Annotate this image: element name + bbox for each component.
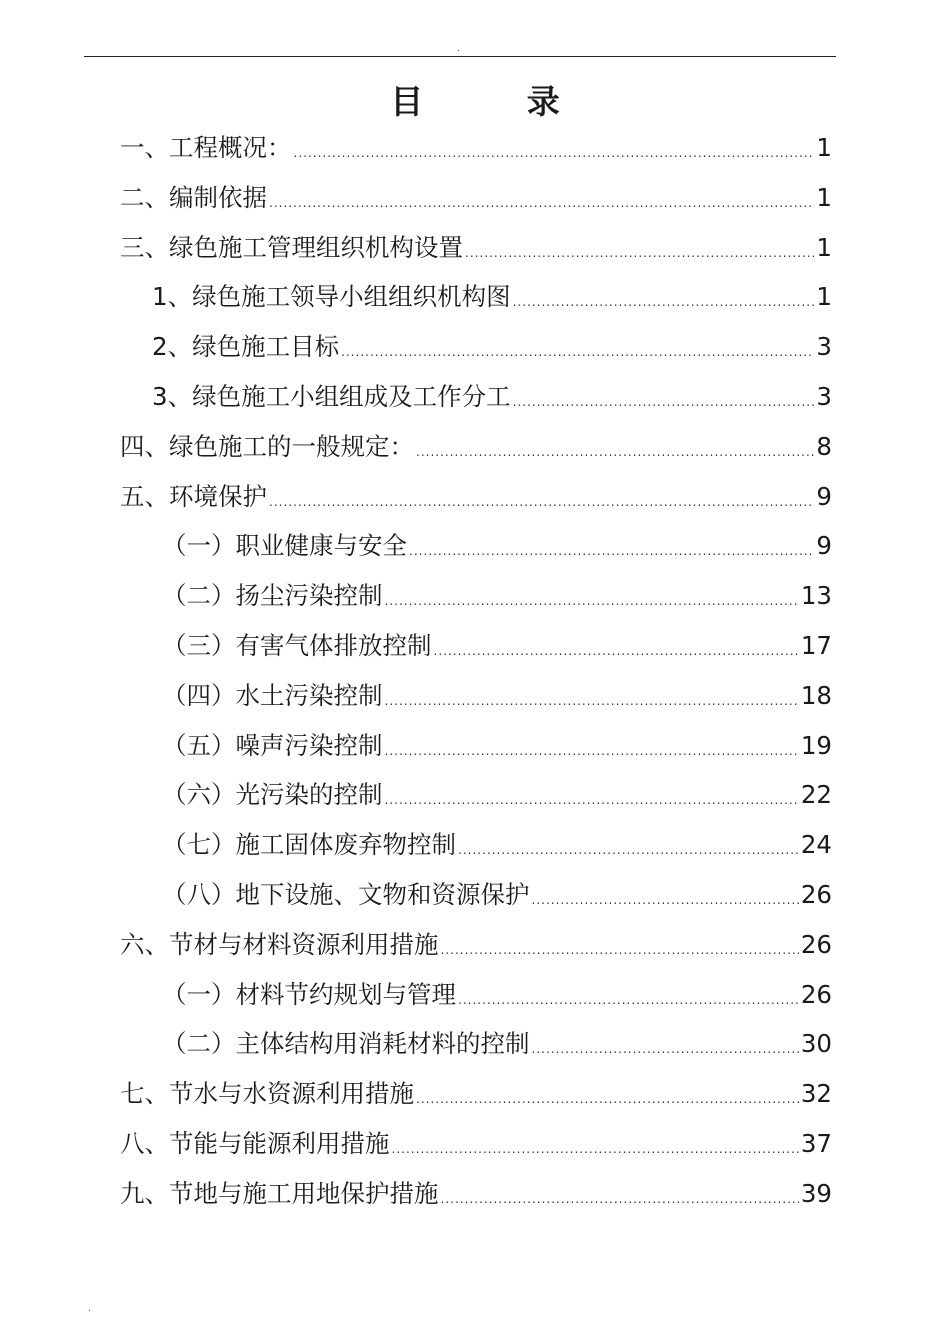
toc-entry-page-number: 1 bbox=[816, 232, 832, 262]
toc-entry[interactable] bbox=[162, 528, 832, 564]
toc-entry-page-number: 3 bbox=[816, 382, 832, 411]
toc-entry[interactable] bbox=[162, 628, 832, 664]
toc-entry-label: 八、节能与能源利用措施 bbox=[120, 1129, 390, 1158]
toc-entry-label: 五、环境保护 bbox=[120, 481, 267, 511]
toc-entry-label: （二）扬尘污染控制 bbox=[162, 581, 383, 611]
toc-entry-page-number: 9 bbox=[816, 481, 832, 511]
toc-entry[interactable] bbox=[162, 678, 832, 714]
dot-leader bbox=[294, 147, 815, 166]
dot-leader bbox=[385, 595, 799, 614]
toc-entry[interactable] bbox=[162, 827, 832, 863]
toc-entry-page-number: 39 bbox=[800, 1178, 832, 1208]
toc-entry-label: （一）职业健康与安全 bbox=[162, 531, 407, 561]
toc-entry[interactable] bbox=[120, 1076, 832, 1112]
toc-entry-page-number: 26 bbox=[800, 929, 832, 959]
toc-entry-label: （二）主体结构用消耗材料的控制 bbox=[162, 1029, 530, 1059]
toc-entry-page-number: 1 bbox=[816, 133, 832, 162]
dot-leader bbox=[269, 197, 814, 216]
toc-entry[interactable] bbox=[120, 479, 832, 515]
toc-entry-label: （五）噪声污染控制 bbox=[162, 730, 383, 760]
dot-leader bbox=[269, 496, 814, 515]
toc-entry-label: （八）地下设施、文物和资源保护 bbox=[162, 880, 530, 909]
toc-entry-label: 四、绿色施工的一般规定： bbox=[120, 431, 414, 461]
toc-entry[interactable] bbox=[162, 877, 832, 913]
toc-entry[interactable] bbox=[162, 977, 832, 1013]
toc-entry-page-number: 26 bbox=[800, 880, 832, 909]
toc-entry[interactable] bbox=[120, 230, 832, 266]
dot-leader bbox=[532, 894, 799, 913]
dot-leader bbox=[385, 794, 799, 813]
dot-leader bbox=[458, 994, 799, 1013]
toc-entry-page-number: 26 bbox=[800, 979, 832, 1009]
header-mark: . bbox=[457, 44, 460, 54]
toc-entry-page-number: 22 bbox=[800, 780, 832, 810]
toc-entry[interactable] bbox=[162, 578, 832, 614]
dot-leader bbox=[385, 695, 799, 714]
toc-entry[interactable] bbox=[162, 728, 832, 764]
toc-entry[interactable] bbox=[120, 1126, 832, 1162]
dot-leader bbox=[513, 296, 815, 315]
toc-entry-label: 3、绿色施工小组组成及工作分工 bbox=[152, 382, 511, 411]
toc-entry-label: （三）有害气体排放控制 bbox=[162, 631, 432, 660]
toc-entry-page-number: 24 bbox=[800, 830, 832, 860]
toc-entry[interactable] bbox=[152, 379, 832, 415]
dot-leader bbox=[441, 944, 799, 963]
toc-entry-page-number: 18 bbox=[800, 680, 832, 710]
toc-entry[interactable] bbox=[162, 777, 832, 813]
toc-entry-label: 二、编制依据 bbox=[120, 182, 267, 212]
toc-entry-label: 一、工程概况： bbox=[120, 133, 292, 162]
dot-leader bbox=[409, 545, 814, 564]
toc-entry-page-number: 37 bbox=[800, 1129, 832, 1158]
toc-entry-label: （四）水土污染控制 bbox=[162, 680, 383, 710]
toc-entry-label: 2、绿色施工目标 bbox=[152, 332, 340, 362]
footer-mark: . bbox=[88, 1304, 91, 1314]
toc-entry-label: （七）施工固体废弃物控制 bbox=[162, 830, 456, 860]
toc-entry[interactable] bbox=[120, 130, 832, 166]
dot-leader bbox=[434, 645, 799, 664]
dot-leader bbox=[465, 247, 814, 266]
toc-entry-page-number: 8 bbox=[816, 431, 832, 461]
toc-entry-label: 三、绿色施工管理组织机构设置 bbox=[120, 232, 463, 262]
toc-entry[interactable] bbox=[120, 180, 832, 216]
toc-entry-page-number: 32 bbox=[800, 1079, 832, 1109]
toc-entry[interactable] bbox=[152, 329, 832, 365]
toc-entry-label: 七、节水与水资源利用措施 bbox=[120, 1079, 414, 1109]
dot-leader bbox=[341, 346, 814, 365]
toc-entry-page-number: 17 bbox=[800, 631, 832, 660]
toc-entry-label: （六）光污染的控制 bbox=[162, 780, 383, 810]
dot-leader bbox=[416, 446, 814, 465]
toc-entry-page-number: 13 bbox=[800, 581, 832, 611]
dot-leader bbox=[513, 396, 815, 415]
dot-leader bbox=[458, 844, 799, 863]
toc-entry[interactable] bbox=[152, 279, 832, 315]
toc-entry-page-number: 30 bbox=[800, 1029, 832, 1059]
toc-entry-label: （一）材料节约规划与管理 bbox=[162, 979, 456, 1009]
toc-entry-page-number: 1 bbox=[816, 182, 832, 212]
toc-entry-label: 1、绿色施工领导小组组织机构图 bbox=[152, 282, 511, 312]
dot-leader bbox=[392, 1143, 799, 1162]
dot-leader bbox=[441, 1193, 799, 1212]
toc-entry-page-number: 9 bbox=[816, 531, 832, 561]
toc-entry[interactable] bbox=[120, 1176, 832, 1212]
toc-entry-label: 九、节地与施工用地保护措施 bbox=[120, 1178, 439, 1208]
toc-entry[interactable] bbox=[120, 927, 832, 963]
toc-entry-page-number: 19 bbox=[800, 730, 832, 760]
toc-entry[interactable] bbox=[120, 429, 832, 465]
toc-entry[interactable] bbox=[162, 1026, 832, 1062]
dot-leader bbox=[385, 745, 799, 764]
toc-entry-page-number: 1 bbox=[816, 282, 832, 312]
dot-leader bbox=[416, 1093, 799, 1112]
dot-leader bbox=[532, 1043, 799, 1062]
page-title: 目 录 bbox=[390, 82, 606, 121]
toc-entry-label: 六、节材与材料资源利用措施 bbox=[120, 929, 439, 959]
header-rule bbox=[84, 56, 836, 57]
toc-entry-page-number: 3 bbox=[816, 332, 832, 362]
